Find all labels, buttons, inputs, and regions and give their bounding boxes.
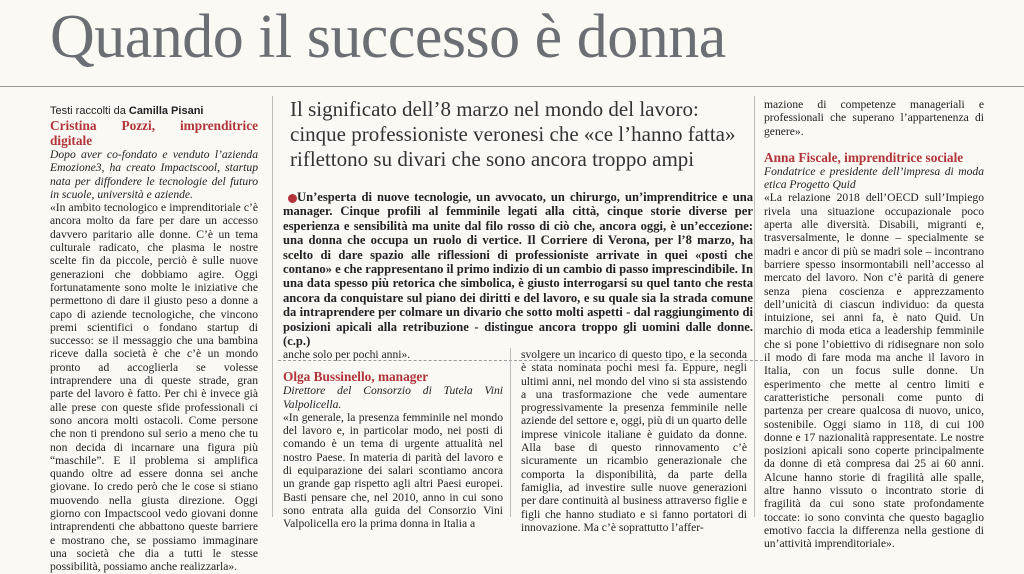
intro-text: Un’esperta di nuove tecnologie, un avvocato, un chirurgo, un’imprenditrice e una manager. Cinque profili al femminile legati alla città, cinque storie diverse per esperienza e sensibilità ma unite dal filo rosso di ciò che, ancora oggi, è un’eccezione: una donna che occupa un ruolo di vertice. Il Corriere di Verona, per l’8 marzo, ha scelto di dare spazio alle riflessioni di professioniste arrivate in quei «posti che contano» e che rappresentano il primo indizio di un cambio di passo imprescindibile. In una data spesso più retorica che simbolica, è giusto interrogarsi su quel tanto che resta ancora da conquistare sul piano dei diritti e del lavoro, e su quale sia la strada comune da intraprendere per colmare un divario che sotto molti aspetti - dal raggiungimento di posizioni apicali alla retribuzione - distingue ancora troppo gli uomini dalle donne. (c.p.) (283, 190, 753, 349)
credit-prefix: Testi raccolti da (50, 105, 126, 117)
column-divider-1 (272, 96, 273, 517)
fiscale-name: Anna Fiscale, imprenditrice sociale (764, 149, 964, 165)
column-divider-3 (754, 96, 755, 517)
deck (290, 97, 760, 172)
pozzi-role: Dopo aver co-fondato e venduto l’azienda Emozione3, ha creato Impactscool, startup nata per diffondere le tecnologie del futuro in scuole, università e aziende. (50, 148, 258, 201)
bussinello-role: Direttore del Consorzio di Tutela Vini Valpolicella. (283, 384, 503, 411)
bussinello-name: Olga Bussinello, manager (283, 369, 429, 385)
headline: Quando il successo è donna (50, 3, 726, 71)
column-divider-2 (510, 348, 511, 517)
fiscale-text: «La relazione 2018 dell’OECD sull’Impiego rivela una situazione occupazionale poco aperta alle diversità. Disabili, migranti e, trasversalmente, le donne – specialmente se madri e ancor di più se madri sole – incontrano barriere spesso insormontabili nell’accesso al mercato del lavoro. Non c’è parità di genere senza piena coscienza e apprezzamento dell’unicità di ciascun individuo: da questa intuizione, sei anni fa, è nato Quid. Un marchio di moda etica a leadership femminile che si pone l’obiettivo di ridisegnare non solo il modo di fare moda ma anche il lavoro in Italia, con un focus sulle donne. Un esperimento che mette al centro limiti e caratteristiche personali come punto di partenza per creare qualcosa di nuovo, unico, sostenibile. Oggi siamo in 118, di cui 100 donne e 17 nazionalità rappresentate. Le nostre posizioni apicali sono coperte principalmente da donne di età compresa dai 25 ai 60 anni. Alcune hanno storie di fragilità alle spalle, altre hanno vissuto o incontrato storie di fragilità da cui sono state profondamente toccate: io sono convinta che questo bagaglio emotivo faccia la differenza nella gestione di un’attività imprenditoriale». (764, 191, 984, 551)
column-2 (283, 348, 503, 531)
column-3 (521, 348, 747, 534)
fiscale-role: Fondatrice e presidente dell’impresa di moda etica Progetto Quid (764, 164, 984, 192)
intro (283, 190, 753, 348)
credit-author: Camilla Pisani (128, 105, 204, 117)
column-4 (764, 98, 984, 551)
pozzi-name: Cristina Pozzi, imprenditrice digitale (50, 118, 258, 148)
column-2-tail: anche solo per pochi anni». (283, 348, 411, 361)
column-4-head: mazione di competenze manageriali e professionali che superano l’appartenenza di genere». (764, 98, 984, 138)
column-3-text: svolgere un incarico di questo tipo, e la seconda è stata nominata pochi mesi fa. Eppure, negli ultimi anni, nel mondo del vino si sta assistendo a una trasformazione che vede aumentare progressivamente la presenza femminile nelle aziende del settore e, oggi, più di un quarto delle imprese vinicole italiane è guidato da donne. Alla base di questo rinnovamento c’è sicuramente un ricambio generazionale che comporta la disponibilità, da parte della famiglia, ad investire sulle nuove generazioni per dare continuità al business attraverso figlie e figli che hanno studiato e si fanno portatori di innovazione. Ma c’è soprattutto l’affer- (521, 348, 747, 534)
header-rule (0, 86, 1024, 87)
bussinello-text: «In generale, la presenza femminile nel mondo del lavoro e, in particolar modo, nei posti di comando è un tema di urgente attualità nel nostro Paese. In materia di parità del lavoro e di equiparazione dei salari scontiamo ancora un grande gap rispetto agli altri Paesi europei. Basti pensare che, nel 2010, anno in cui sono sono entrata alla guida del Consorzio Vini Valpolicella ero la prima donna in Italia a (283, 410, 503, 531)
deck-text: Il significato dell’8 marzo nel mondo del lavoro: cinque professioniste veronesi che «ce l’hanno fatta» riflettono su divari che sono ancora troppo ampi (290, 97, 736, 171)
column-1 (50, 104, 258, 574)
pozzi-text: «In ambito tecnologico e imprenditoriale c’è ancora molto da fare per dare un accesso davvero paritario alle donne. C’è un tema culturale radicato, che plasma le nostre scelte fin da piccole, perciò è sulle nuove generazioni che dobbiamo agire. Oggi fortunatamente sono molte le iniziative che permettono di dare il giusto peso a donne a capo di aziende tecnologiche, che vincono premi scientifici o fondano startup di successo: se il messaggio che una bambina riceve dalla società è che c’è un mondo pronto ad accoglierla se volesse intraprendere una di queste strade, gran parte del lavoro è fatto. Per chi è invece già alle prese con queste sfide professionali ci sono ancora molti ostacoli. Come persone che non ti prendono sul serio a meno che tu non decida di incarnare una figura più “maschile”. E il problema si amplifica quando oltre ad essere donna sei anche giovane. Io credo però che le cose si stiano muovendo nella giusta direzione. Oggi giorno con Impactscool vedo giovani donne intraprendenti che abbattono queste barriere e mostrano che, se possiamo immaginare una società che dia a tutti le stesse possibilità, possiamo anche realizzarla». (50, 201, 258, 574)
credit-line (50, 104, 258, 118)
